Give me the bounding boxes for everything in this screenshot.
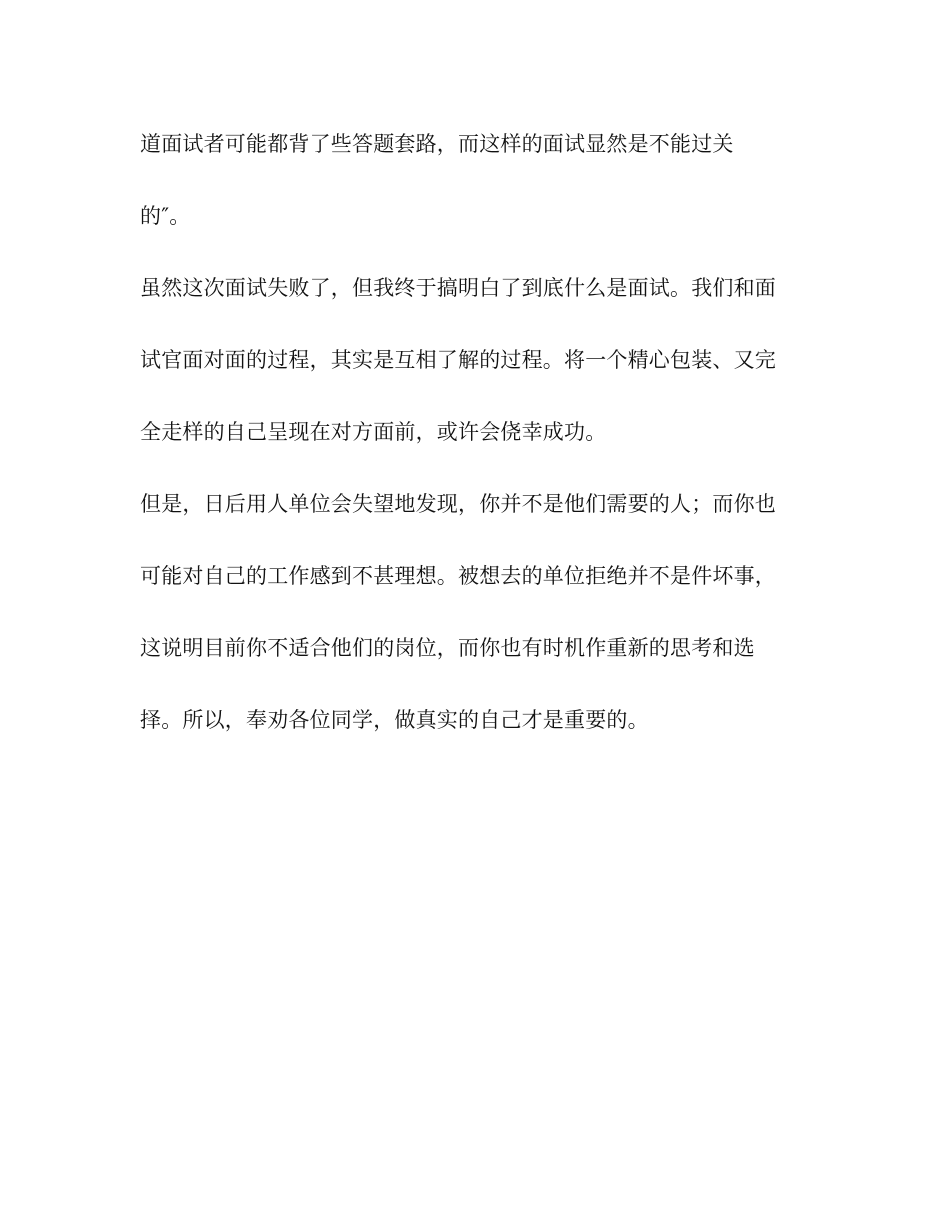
text-line-6: 但是，日后用人单位会失望地发现，你并不是他们需要的人；而你也 xyxy=(140,492,776,516)
text-line-1: 道面试者可能都背了些答题套路，而这样的面试显然是不能过关 xyxy=(140,132,734,156)
text-line-4: 试官面对面的过程，其实是互相了解的过程。将一个精心包装、又完 xyxy=(140,348,776,372)
text-line-3: 虽然这次面试失败了，但我终于搞明白了到底什么是面试。我们和面 xyxy=(140,276,776,300)
text-line-2: 的″。 xyxy=(140,204,191,228)
text-line-7: 可能对自己的工作感到不甚理想。被想去的单位拒绝并不是件坏事， xyxy=(140,564,776,588)
text-line-9: 择。所以，奉劝各位同学，做真实的自己才是重要的。 xyxy=(140,708,649,732)
body-text xyxy=(140,126,820,774)
text-line-8: 这说明目前你不适合他们的岗位，而你也有时机作重新的思考和选 xyxy=(140,636,755,660)
text-line-5: 全走样的自己呈现在对方面前，或许会侥幸成功。 xyxy=(140,420,607,444)
